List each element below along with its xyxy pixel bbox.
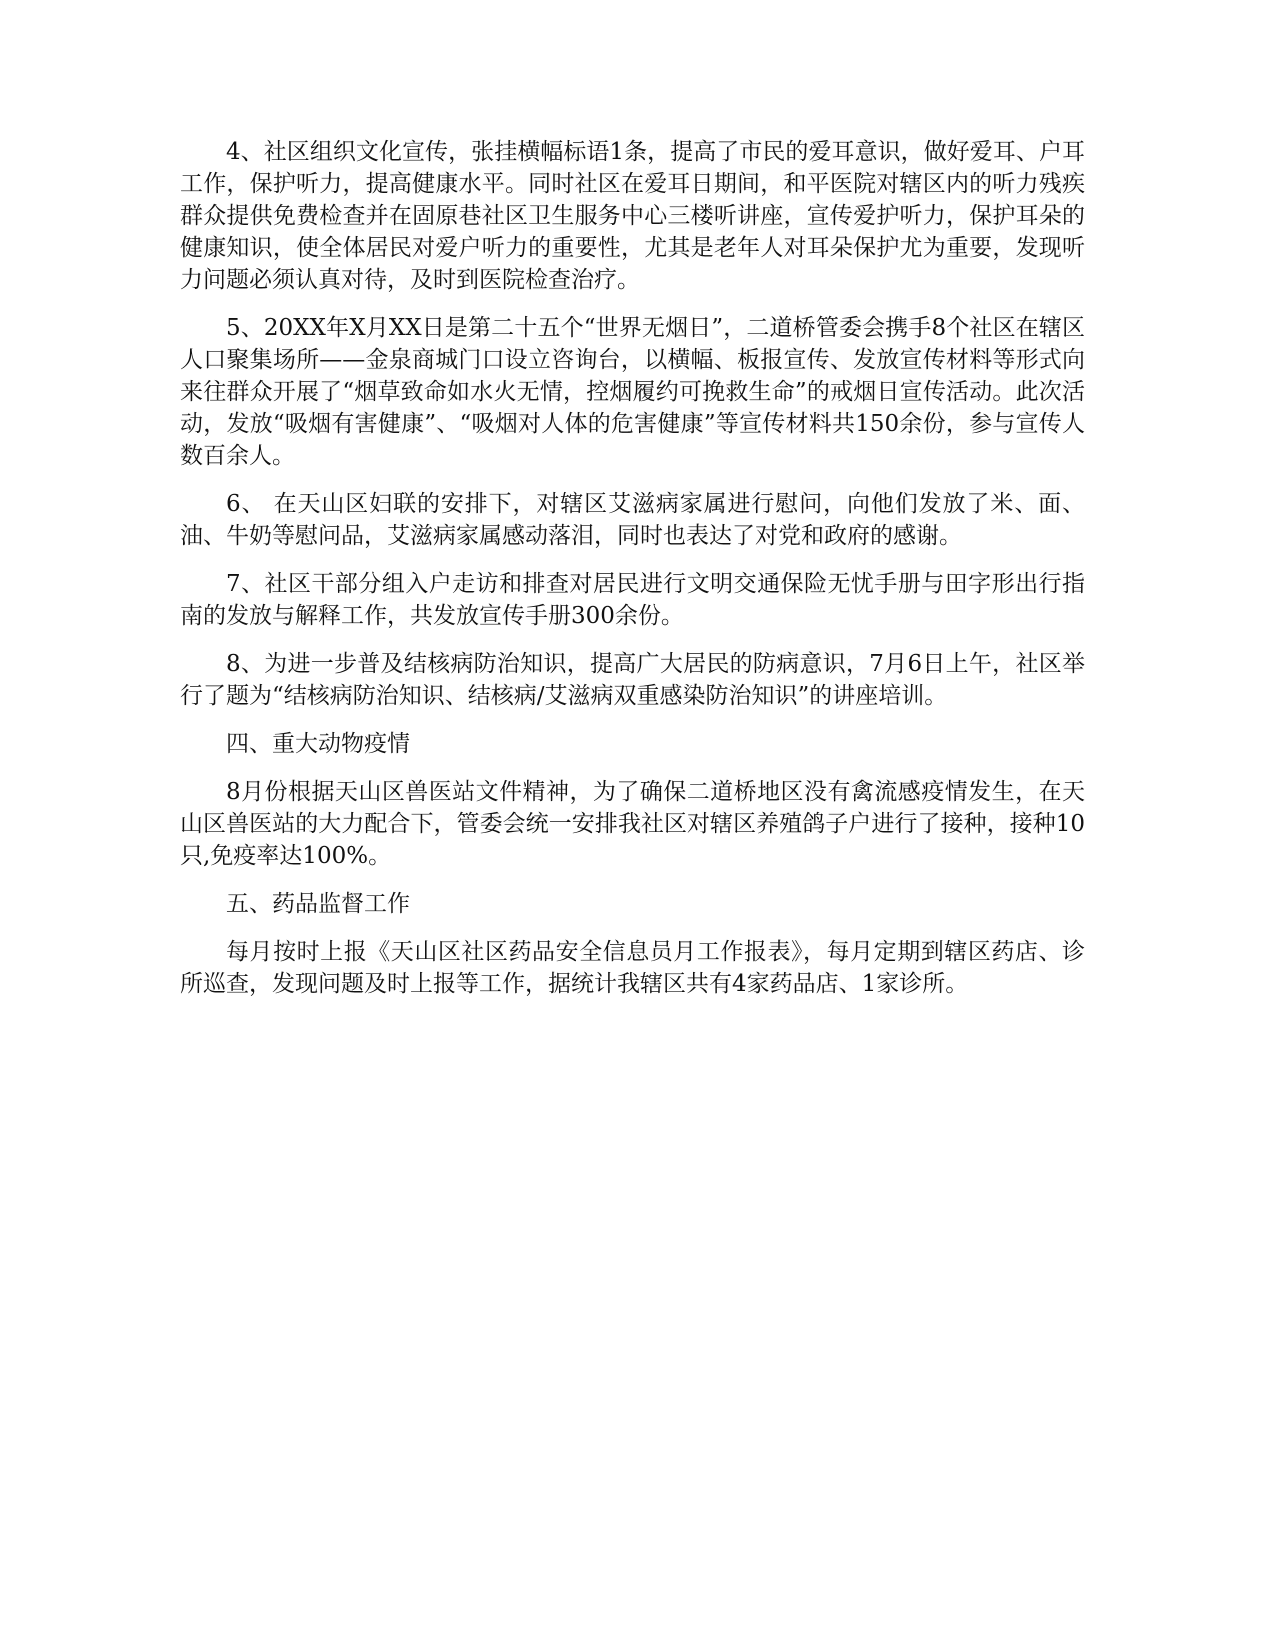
document-body — [180, 136, 1085, 1016]
section-heading-drug-supervision: 五、药品监督工作 — [226, 891, 410, 917]
paragraph-item-7: 7、社区干部分组入户走访和排查对居民进行文明交通保险无忧手册与田字形出行指南的发放与解释工作，共发放宣传手册300余份。 — [180, 571, 1085, 629]
paragraph-item-5: 5、20XX年X月XX日是第二十五个“世界无烟日”，二道桥管委会携手8个社区在辖区人口聚集场所——金泉商城门口设立咨询台，以横幅、板报宣传、发放宣传材料等形式向来往群众开展了“烟草致命如水火无情，控烟履约可挽救生命”的戒烟日宣传活动。此次活动，发放“吸烟有害健康”、“吸烟对人体的危害健康”等宣传材料共150余份，参与宣传人数百余人。 — [180, 315, 1085, 469]
section-heading-animal-epidemic: 四、重大动物疫情 — [226, 731, 410, 757]
paragraph-item-4: 4、社区组织文化宣传，张挂横幅标语1条，提高了市民的爱耳意识，做好爱耳、户耳工作，保护听力，提高健康水平。同时社区在爱耳日期间，和平医院对辖区内的听力残疾群众提供免费检查并在固原巷社区卫生服务中心三楼听讲座，宣传爱护听力，保护耳朵的健康知识，使全体居民对爱户听力的重要性，尤其是老年人对耳朵保护尤为重要，发现听力问题必须认真对待，及时到医院检查治疗。 — [180, 139, 1085, 293]
paragraph-drug-supervision: 每月按时上报《天山区社区药品安全信息员月工作报表》，每月定期到辖区药店、诊所巡查，发现问题及时上报等工作，据统计我辖区共有4家药品店、1家诊所。 — [180, 939, 1085, 997]
paragraph-item-8: 8、为进一步普及结核病防治知识，提高广大居民的防病意识，7月6日上午，社区举行了题为“结核病防治知识、结核病/艾滋病双重感染防治知识”的讲座培训。 — [180, 651, 1085, 709]
paragraph-animal-epidemic: 8月份根据天山区兽医站文件精神，为了确保二道桥地区没有禽流感疫情发生，在天山区兽医站的大力配合下，管委会统一安排我社区对辖区养殖鸽子户进行了接种，接种10只,免疫率达100%。 — [180, 779, 1085, 869]
paragraph-item-6: 6、 在天山区妇联的安排下，对辖区艾滋病家属进行慰问，向他们发放了米、面、油、牛奶等慰问品，艾滋病家属感动落泪，同时也表达了对党和政府的感谢。 — [180, 491, 1085, 549]
